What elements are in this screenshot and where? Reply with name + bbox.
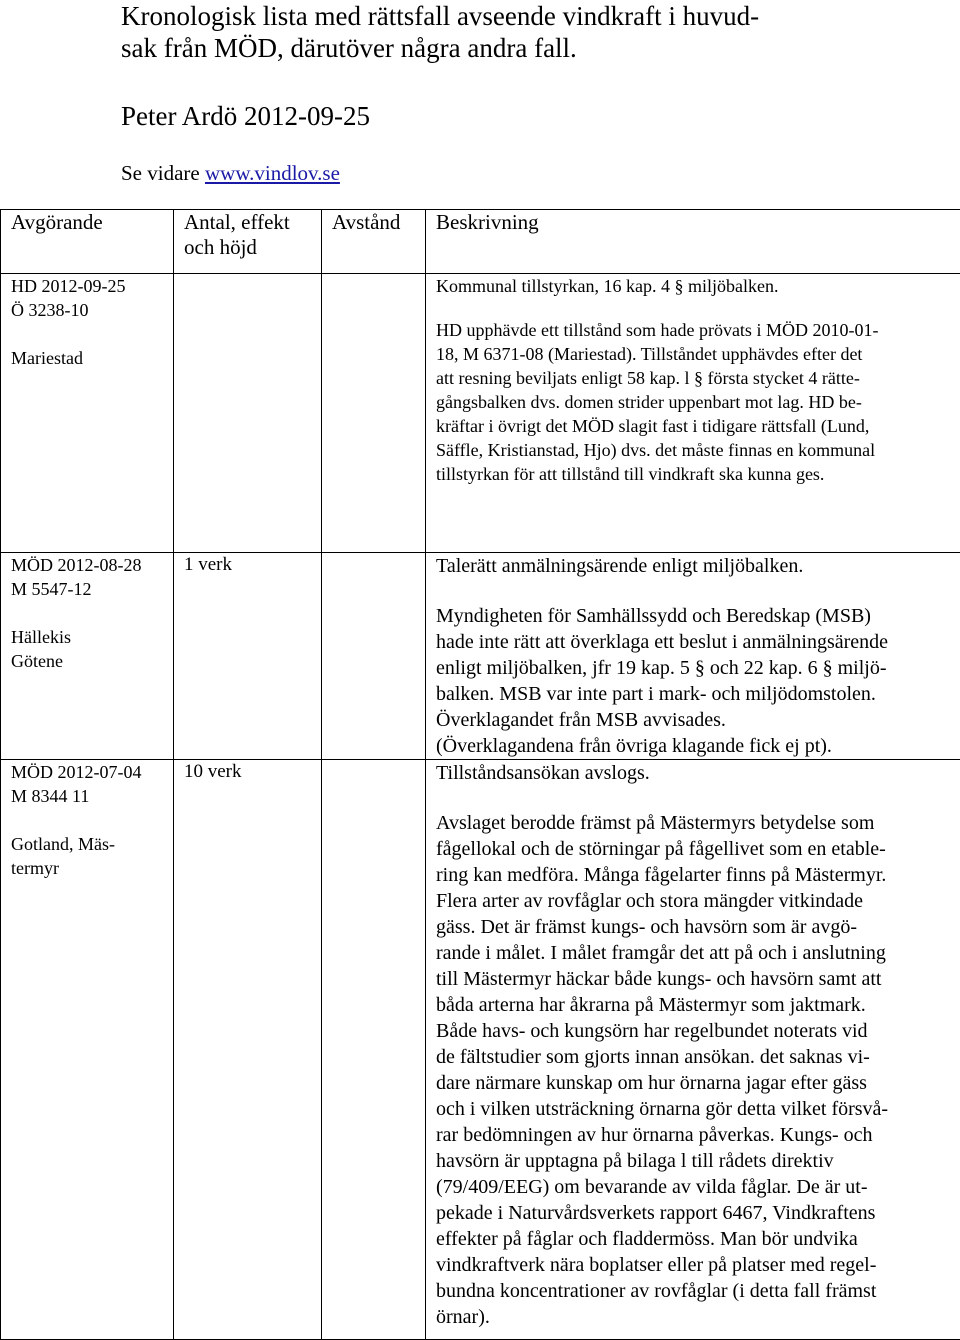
distance-cell <box>322 553 426 760</box>
description-line: kräftar i övrigt det MÖD slagit fast i tidigare rättsfall (Lund, <box>436 414 956 438</box>
description-line: pekade i Naturvårdsverkets rapport 6467, Vindkraftens <box>436 1200 956 1226</box>
description-line: hade inte rätt att överklaga ett beslut i anmälningsärende <box>436 629 956 655</box>
see-also <box>121 160 340 186</box>
vindlov-link[interactable]: www.vindlov.se <box>205 161 340 185</box>
description-line: HD upphävde ett tillstånd som hade prövats i MÖD 2010-01- <box>436 318 956 342</box>
distance-cell <box>322 760 426 1340</box>
description-line: balken. MSB var inte part i mark- och miljödomstolen. <box>436 681 956 707</box>
description-line: dare närmare kunskap om hur örnarna jagar efter gäss <box>436 1070 956 1096</box>
description-line: ring kan medföra. Många fågelarter finns på Mästermyr. <box>436 862 956 888</box>
description-line: (79/409/EEG) om bevarande av vilda fåglar. De är ut- <box>436 1174 956 1200</box>
description-cell <box>426 760 960 1340</box>
description-line: och i vilken utsträckning örnarna gör detta vilket försvå- <box>436 1096 956 1122</box>
header-distance: Avstånd <box>322 210 426 274</box>
quantity-cell <box>174 274 322 553</box>
description-line: havsörn är upptagna på bilaga l till rådets direktiv <box>436 1148 956 1174</box>
title-line-1: Kronologisk lista med rättsfall avseende vindkraft i huvud- <box>121 1 759 31</box>
description-line: tillstyrkan för att tillstånd till vindkraft ska kunna ges. <box>436 462 956 486</box>
description-lead: Talerätt anmälningsärende enligt miljöbalken. <box>436 553 956 579</box>
decision-cell <box>1 274 174 553</box>
description-line: Avslaget berodde främst på Mästermyrs betydelse som <box>436 810 956 836</box>
decision-line: Ö 3238-10 <box>11 298 169 322</box>
decision-line: MÖD 2012-07-04 <box>11 760 169 784</box>
header-quantity-line-2: och höjd <box>184 235 257 259</box>
description-lead: Tillståndsansökan avslogs. <box>436 760 956 786</box>
description-line: rar bedömningen av hur örnarna påverkas. Kungs- och <box>436 1122 956 1148</box>
description-line: att resning beviljats enligt 58 kap. l § första stycket 4 rätte- <box>436 366 956 390</box>
table-row <box>1 274 960 553</box>
quantity-value: 10 verk <box>184 760 317 784</box>
decision-line: MÖD 2012-08-28 <box>11 553 169 577</box>
decision-line: HD 2012-09-25 <box>11 274 169 298</box>
description-line: enligt miljöbalken, jfr 19 kap. 5 § och 22 kap. 6 § miljö- <box>436 655 956 681</box>
description-line: Överklagandet från MSB avvisades. <box>436 707 956 733</box>
description-line: rande i målet. I målet framgår det att på och i anslutning <box>436 940 956 966</box>
description-line: Myndigheten för Samhällssydd och Beredskap (MSB) <box>436 603 956 629</box>
header-description: Beskrivning <box>426 210 960 274</box>
distance-cell <box>322 274 426 553</box>
description-cell <box>426 274 960 553</box>
description-line: Både havs- och kungsörn har regelbundet noterats vid <box>436 1018 956 1044</box>
decision-cell <box>1 553 174 760</box>
description-line: (Överklagandena från övriga klagande fick ej pt). <box>436 733 956 759</box>
quantity-cell <box>174 553 322 760</box>
quantity-cell <box>174 760 322 1340</box>
description-lead: Kommunal tillstyrkan, 16 kap. 4 § miljöbalken. <box>436 274 956 298</box>
description-line: vindkraftverk nära boplatser eller på platser med regel- <box>436 1252 956 1278</box>
case-table <box>0 209 960 1340</box>
decision-line: M 8344 11 <box>11 784 169 808</box>
decision-line: M 5547-12 <box>11 577 169 601</box>
location-line: Gotland, Mäs- <box>11 832 169 856</box>
description-line: gångsbalken dvs. domen strider uppenbart mot lag. HD be- <box>436 390 956 414</box>
location-line: Hällekis <box>11 625 169 649</box>
description-line: Flera arter av rovfåglar och stora mängder vitkindade <box>436 888 956 914</box>
header-quantity-line-1: Antal, effekt <box>184 210 290 234</box>
description-line: bundna koncentrationer av rovfåglar (i detta fall främst <box>436 1278 956 1304</box>
document-title <box>121 0 841 64</box>
table-row <box>1 760 960 1340</box>
description-line: fågellokal och de störningar på fågellivet som en etable- <box>436 836 956 862</box>
description-line: 18, M 6371-08 (Mariestad). Tillståndet upphävdes efter det <box>436 342 956 366</box>
description-line: gäss. Det är främst kungs- och havsörn som är avgö- <box>436 914 956 940</box>
description-line: till Mästermyr häckar både kungs- och havsörn samt att <box>436 966 956 992</box>
description-line: de fältstudier som gjorts innan ansökan. det saknas vi- <box>436 1044 956 1070</box>
quantity-value: 1 verk <box>184 553 317 577</box>
author-date: Peter Ardö 2012-09-25 <box>121 99 370 133</box>
table-row <box>1 553 960 760</box>
table-header-row <box>1 210 960 274</box>
title-line-2: sak från MÖD, därutöver några andra fall. <box>121 33 577 63</box>
location-line: Mariestad <box>11 346 169 370</box>
description-cell <box>426 553 960 760</box>
description-line: Säffle, Kristianstad, Hjo) dvs. det måste finnas en kommunal <box>436 438 956 462</box>
header-quantity <box>174 210 322 274</box>
decision-cell <box>1 760 174 1340</box>
location-line: Götene <box>11 649 169 673</box>
see-also-prefix: Se vidare <box>121 161 205 185</box>
description-line: båda arterna har åkrarna på Mästermyr som jaktmark. <box>436 992 956 1018</box>
header-decision: Avgörande <box>1 210 174 274</box>
description-line: örnar). <box>436 1304 956 1330</box>
description-line: effekter på fåglar och fladdermöss. Man bör undvika <box>436 1226 956 1252</box>
location-line: termyr <box>11 856 169 880</box>
